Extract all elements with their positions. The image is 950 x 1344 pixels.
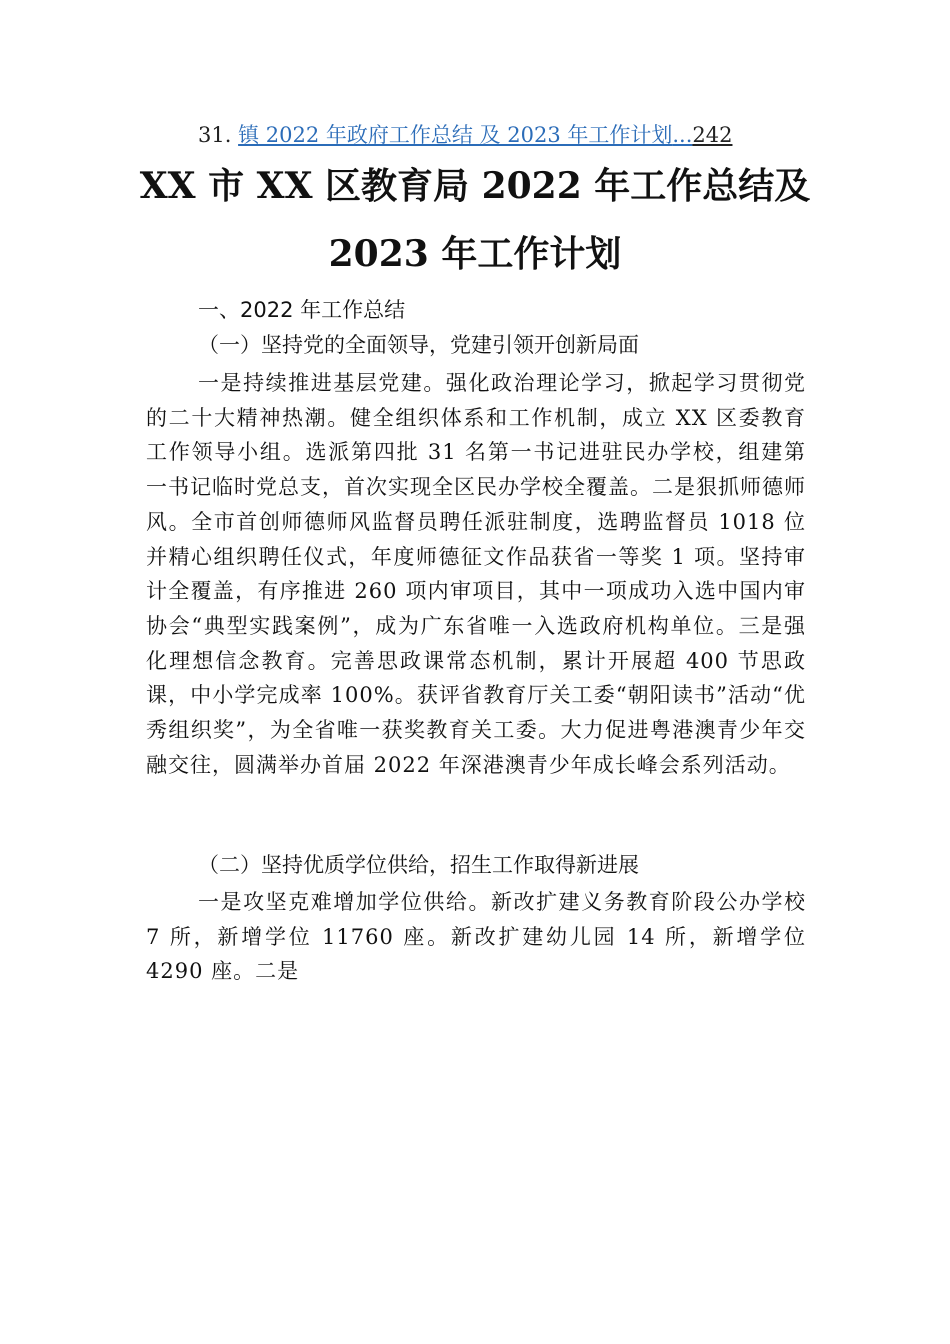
body-paragraph-2: 一是攻坚克难增加学位供给。新改扩建义务教育阶段公办学校 7 所，新增学位 11760 座。新改扩建幼儿园 14 所，新增学位 4290 座。二是 (146, 890, 806, 984)
subsection-heading-1: （一）坚持党的全面领导，党建引领开创新局面 (198, 333, 639, 357)
body-paragraph-1: 一是持续推进基层党建。强化政治理论学习，掀起学习贯彻党的二十大精神热潮。健全组织体系和工作机制，成立 XX 区委教育工作领导小组。选派第四批 31 名第一书记进驻民办学校，组建第一书记临时党总支，首次实现全区民办学校全覆盖。二是狠抓师德师风。全市首创师德师风监督员聘任派驻制度，选聘监督员 1018 位并精心组织聘任仪式，年度师德征文作品获省一等奖 1 项。坚持审计全覆盖，有序推进 260 项内审项目，其中一项成功入选中国内审协会“典型实践案例”，成为广东省唯一入选政府机构单位。三是强化理想信念教育。完善思政课常态机制，累计开展超 400 节思政课，中小学完成率 100%。获评省教育厅关工委“朝阳读书”活动“优秀组织奖”，为全省唯一获奖教育关工委。大力促进粤港澳青少年交融交往，圆满举办首届 2022 年深港澳青少年成长峰会系列活动。 (146, 371, 806, 777)
toc-entry-link[interactable]: 镇 2022 年政府工作总结 及 2023 年工作计划 (238, 123, 673, 147)
toc-entry[interactable] (198, 120, 732, 150)
toc-entry-leader: ... (672, 123, 693, 147)
subsection-heading-2: （二）坚持优质学位供给，招生工作取得新进展 (198, 853, 639, 877)
toc-entry-page-number: 242 (692, 123, 733, 147)
document-title-line-1: XX 市 XX 区教育局 2022 年工作总结及 (139, 165, 811, 207)
toc-entry-number: 31. (198, 123, 232, 147)
document-title-line-2: 2023 年工作计划 (328, 233, 622, 275)
section-heading: 一、2022 年工作总结 (198, 298, 406, 322)
